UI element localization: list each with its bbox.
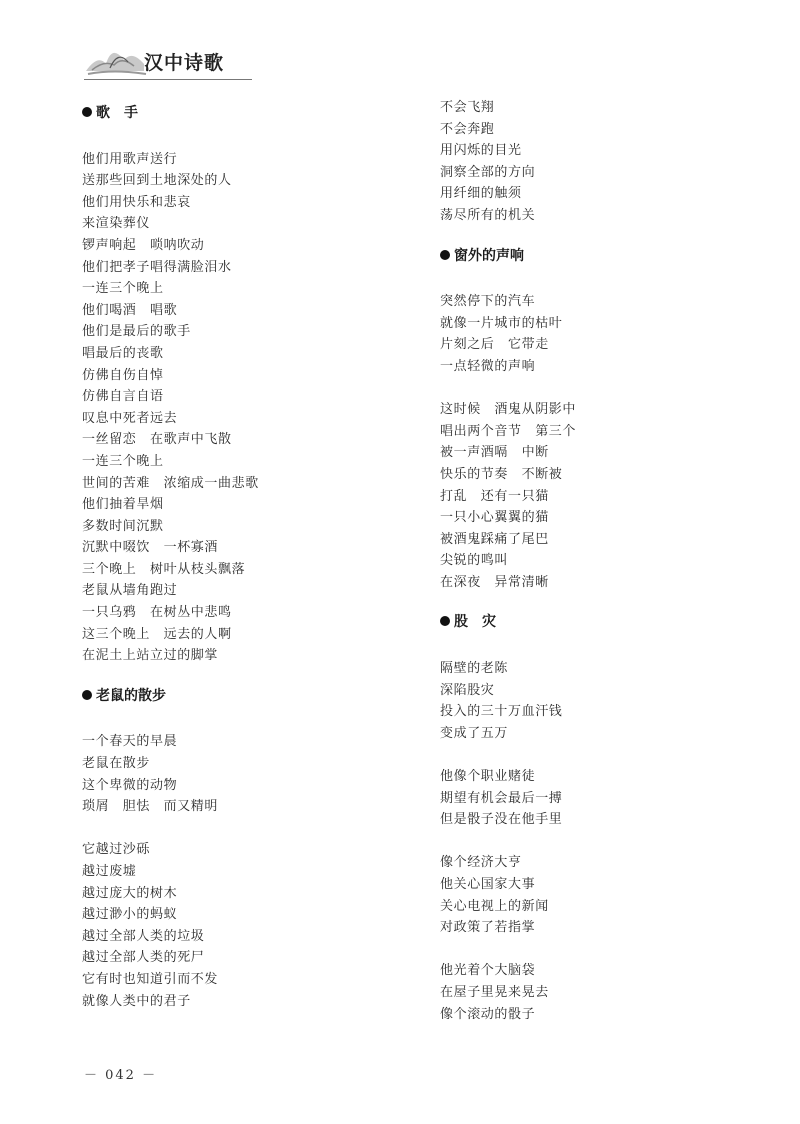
poem-line: 在深夜 异常清晰 [440,574,549,590]
poem-line: 不会奔跑 [440,121,495,137]
poem-line: 这个卑微的动物 [82,777,178,793]
poem-title [440,606,770,636]
section-gap [440,593,770,606]
poem-line: 不会飞翔 [440,100,495,115]
section-gap [440,227,770,240]
poem-title [440,240,770,270]
poem-line: 像个滚动的骰子 [440,1006,536,1022]
left-column [82,97,412,1012]
poem-line: 唱出两个音节 第三个 [440,423,577,439]
poem-line: 仿佛自言自语 [82,389,164,405]
poem-line: 他们是最后的歌手 [82,324,191,340]
section-gap [82,667,412,680]
poem-line: 越过庞大的树木 [82,885,178,901]
poem-line: 他们用歌声送行 [82,151,178,167]
poem-line: 这三个晚上 远去的人啊 [82,626,232,642]
poem-line: 在屋子里晃来晃去 [440,984,549,1000]
poem-line: 一只乌鸦 在树丛中悲鸣 [82,605,232,621]
header-rule [84,79,252,80]
mountain-logo-icon [84,38,148,78]
stanza-gap [440,939,770,961]
poem-title-text: 股 灾 [454,614,496,631]
stanza-gap [440,744,770,766]
poem-line: 被一声酒嗝 中断 [440,445,549,461]
poem-title-text: 歌 手 [96,105,138,121]
poem-line: 他光着个大脑袋 [440,963,536,979]
poem-line: 沉默中啜饮 一杯寡酒 [82,540,219,556]
poem-line: 三个晚上 树叶从枝头飘落 [82,561,246,577]
poem-line: 尖锐的鸣叫 [440,553,509,569]
poem-line: 琐屑 胆怯 而又精明 [82,799,219,815]
poem-line: 一丝留恋 在歌声中飞散 [82,432,232,448]
title-gap [82,127,412,149]
poem-line: 深陷股灾 [440,682,495,698]
poem-line: 突然停下的汽车 [440,294,536,310]
bullet-icon [440,616,450,626]
poem-line: 多数时间沉默 [82,518,164,534]
poem-line: 送那些回到土地深处的人 [82,173,232,189]
collection-title: 汉中诗歌 [144,52,225,74]
poem-line: 像个经济大亨 [440,855,522,871]
poem-line: 锣声响起 唢呐吹动 [82,237,205,253]
poem-line: 投入的三十万血汗钱 [440,704,563,720]
poem-line: 在泥土上站立过的脚掌 [82,648,219,664]
poem-line: 打乱 还有一只猫 [440,488,549,504]
poem-line: 叹息中死者远去 [82,410,178,426]
stanza-gap [440,378,770,400]
poem-line: 老鼠从墙角跑过 [82,583,178,599]
poem-line: 期望有机会最后一搏 [440,790,563,806]
poem-line: 唱最后的丧歌 [82,345,164,361]
poem-line: 就像人类中的君子 [82,993,191,1009]
poem-title-text: 老鼠的散步 [96,687,166,704]
poem-line: 他关心国家大事 [440,877,536,892]
poem-line: 他们抽着旱烟 [82,497,164,513]
poem-line: 被酒鬼踩痛了尾巴 [440,531,549,547]
poem-line: 洞察全部的方向 [440,164,536,180]
poem-line: 他们喝酒 唱歌 [82,302,178,318]
poem-line: 它越过沙砾 [82,842,151,858]
title-gap [82,710,412,732]
stanza-gap [82,818,412,840]
poem-line: 越过渺小的蚂蚁 [82,907,178,923]
poem-line: 一点轻微的声响 [440,358,536,374]
poem-line: 老鼠在散步 [82,756,151,772]
poem-title-text: 窗外的声响 [454,247,524,264]
poem-line: 他们用快乐和悲哀 [82,194,191,210]
poem-line: 荡尽所有的机关 [440,207,536,223]
title-gap [440,270,770,292]
bullet-icon [440,250,450,260]
poem-title [82,680,412,710]
bullet-icon [82,690,92,700]
poem-line: 用纤细的触须 [440,186,522,202]
poem-line: 一连三个晚上 [82,453,164,469]
poem-line: 对政策了若指掌 [440,920,536,936]
poem-line: 来渲染葬仪 [82,216,151,232]
page-header [84,38,252,80]
poem-line: 但是骰子没在他手里 [440,812,563,828]
title-gap [440,636,770,658]
poem-line: 关心电视上的新闻 [440,898,549,914]
poem-line: 它有时也知道引而不发 [82,971,219,987]
poem-line: 一连三个晚上 [82,281,164,297]
poem-line: 世间的苦难 浓缩成一曲悲歌 [82,475,259,491]
poem-line: 他像个职业赌徒 [440,769,536,785]
poem-title [82,97,412,127]
poem-line: 一个春天的早晨 [82,734,178,750]
poem-line: 这时候 酒鬼从阴影中 [440,402,577,418]
poem-line: 就像一片城市的枯叶 [440,315,563,331]
right-column [440,97,770,1025]
poem-line: 他们把孝子唱得满脸泪水 [82,259,232,275]
poem-line: 一只小心翼翼的猫 [440,510,549,526]
page-number: － 042 － [84,1068,158,1083]
poem-line: 越过废墟 [82,864,137,879]
poem-line: 越过全部人类的死尸 [82,950,205,966]
poem-line: 越过全部人类的垃圾 [82,928,205,944]
poem-line: 变成了五万 [440,725,509,741]
poem-line: 隔壁的老陈 [440,661,509,677]
poem-line: 仿佛自伤自悼 [82,367,164,383]
poem-line: 快乐的节奏 不断被 [440,466,563,482]
poem-line: 片刻之后 它带走 [440,337,549,353]
poem-line: 用闪烁的目光 [440,143,522,159]
bullet-icon [82,107,92,117]
stanza-gap [440,831,770,853]
